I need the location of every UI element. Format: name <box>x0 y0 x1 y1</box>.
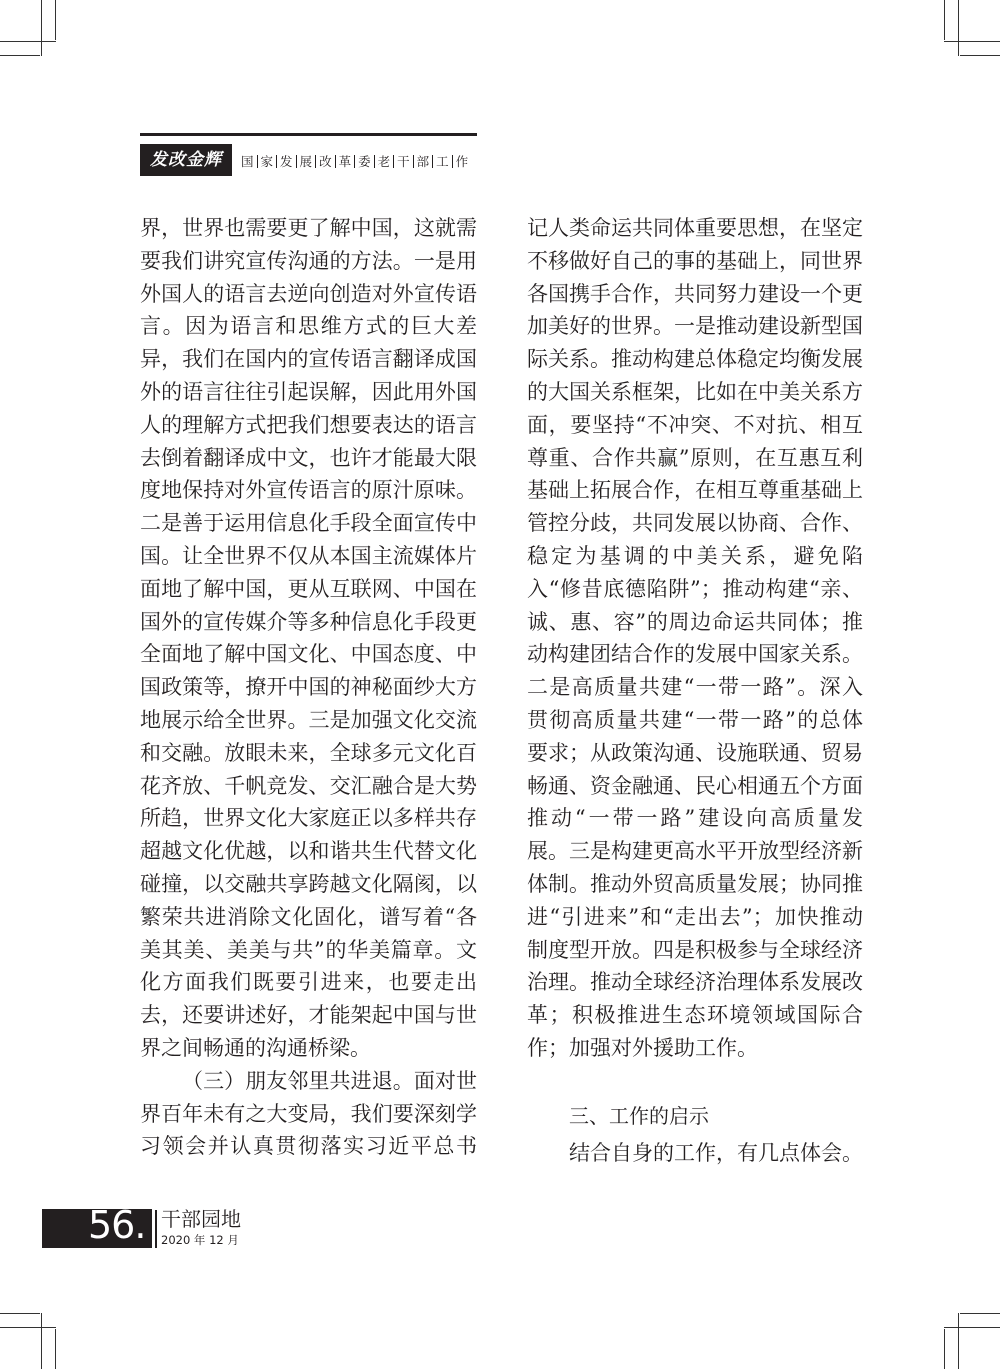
subtitle-char: 展 <box>297 155 317 168</box>
crop-mark <box>0 55 40 56</box>
body-paragraph: 记人类命运共同体重要思想，在坚定不移做好自己的事的基础上，同世界各国携手合作，共同努力建设一个更加美好的世界。一是推动建设新型国际关系。推动构建总体稳定均衡发展的大国关系框架，比如在中美关系方面，要坚持“不冲突、不对抗、相互尊重、合作共赢”原则，在互惠互利基础上拓展合作，在相互尊重基础上管控分歧，共同发展以协商、合作、稳定为基调的中美关系，避免陷入“修昔底德陷阱”；推动构建“亲、诚、惠、容”的周边命运共同体；推动构建团结合作的发展中国家关系。二是高质量共建“一带一路”。深入贯彻高质量共建“一带一路”的总体要求；从政策沟通、设施联通、贸易畅通、资金融通、民心相通五个方面推动“一带一路”建设向高质量发展。三是构建更高水平开放型经济新体制。推动外贸高质量发展；协同推进“引进来”和“走出去”；加快推动制度型开放。四是积极参与全球经济治理。推动全球经济治理体系发展改革；积极推进生态环境领域国际合作；加强对外援助工作。 <box>527 216 863 1060</box>
crop-mark <box>960 55 1000 56</box>
subtitle-char: 作 <box>455 153 469 169</box>
crop-mark <box>41 0 42 56</box>
subtitle-char: 委 <box>355 155 375 168</box>
folio-divider <box>155 1210 157 1248</box>
crop-mark <box>944 1329 945 1369</box>
subtitle-char: 国 <box>238 155 258 168</box>
subtitle-char: 老 <box>375 155 395 168</box>
crop-mark <box>0 1313 40 1314</box>
crop-mark <box>41 1313 42 1369</box>
crop-mark <box>55 1329 56 1369</box>
crop-mark <box>0 41 56 42</box>
body-paragraph: 界，世界也需要更了解中国，这就需要我们讲究宣传沟通的方法。一是用外国人的语言去逆向创造对外宣传语言。因为语言和思维方式的巨大差异，我们在国内的宣传语言翻译成国外的语言往往引起误解，因此用外国人的理解方式把我们想要表达的语言去倒着翻译成中文，也许才能最大限度地保持对外宣传语言的原汁原味。二是善于运用信息化手段全面宣传中国。让全世界不仅从本国主流媒体片面地了解中国，更从互联网、中国在国外的宣传媒介等多种信息化手段更全面地了解中国文化、中国态度、中国政策等，撩开中国的神秘面纱大方地展示给全世界。三是加强文化交流和交融。放眼未来，全球多元文化百花齐放、千帆竞发、交汇融合是大势所趋，世界文化大家庭正以多样共存超越文化优越，以和谐共生代替文化碰撞，以交融共享跨越文化隔阂，以繁荣共进消除文化固化，谱写着“各美其美、美美与共”的华美篇章。文化方面我们既要引进来，也要走出去，还要讲述好，才能架起中国与世界之间畅通的沟通桥梁。 <box>140 216 477 1060</box>
section-heading: 三、工作的启示 <box>569 1104 709 1128</box>
page-number: 56. <box>88 1203 146 1247</box>
right-column <box>527 212 863 1065</box>
subtitle-char: 家 <box>258 155 278 168</box>
header-rule <box>140 133 477 136</box>
issue-date: 2020 年 12 月 <box>161 1233 239 1247</box>
subtitle-char: 发 <box>277 155 297 168</box>
crop-mark <box>958 0 959 56</box>
body-paragraph: （三）朋友邻里共进退。面对世界百年未有之大变局，我们要深刻学习领会并认真贯彻落实习近平总书 <box>140 1068 477 1159</box>
body-paragraph: 结合自身的工作，有几点体会。 <box>569 1141 863 1165</box>
crop-mark <box>0 1327 56 1328</box>
crop-mark <box>960 1313 1000 1314</box>
subtitle-char: 工 <box>433 155 453 168</box>
subtitle-char: 革 <box>336 155 356 168</box>
subtitle-char: 干 <box>394 155 414 168</box>
crop-mark <box>944 1327 1000 1328</box>
subtitle-char: 部 <box>414 155 434 168</box>
column-subtitle <box>238 150 471 172</box>
crop-mark <box>55 0 56 40</box>
subtitle-char: 改 <box>316 155 336 168</box>
magazine-title: 干部园地 <box>161 1207 241 1231</box>
crop-mark <box>944 0 945 40</box>
crop-mark <box>944 41 1000 42</box>
crop-mark <box>958 1313 959 1369</box>
column-badge: 发改金辉 <box>140 144 232 176</box>
left-column <box>140 212 477 1163</box>
